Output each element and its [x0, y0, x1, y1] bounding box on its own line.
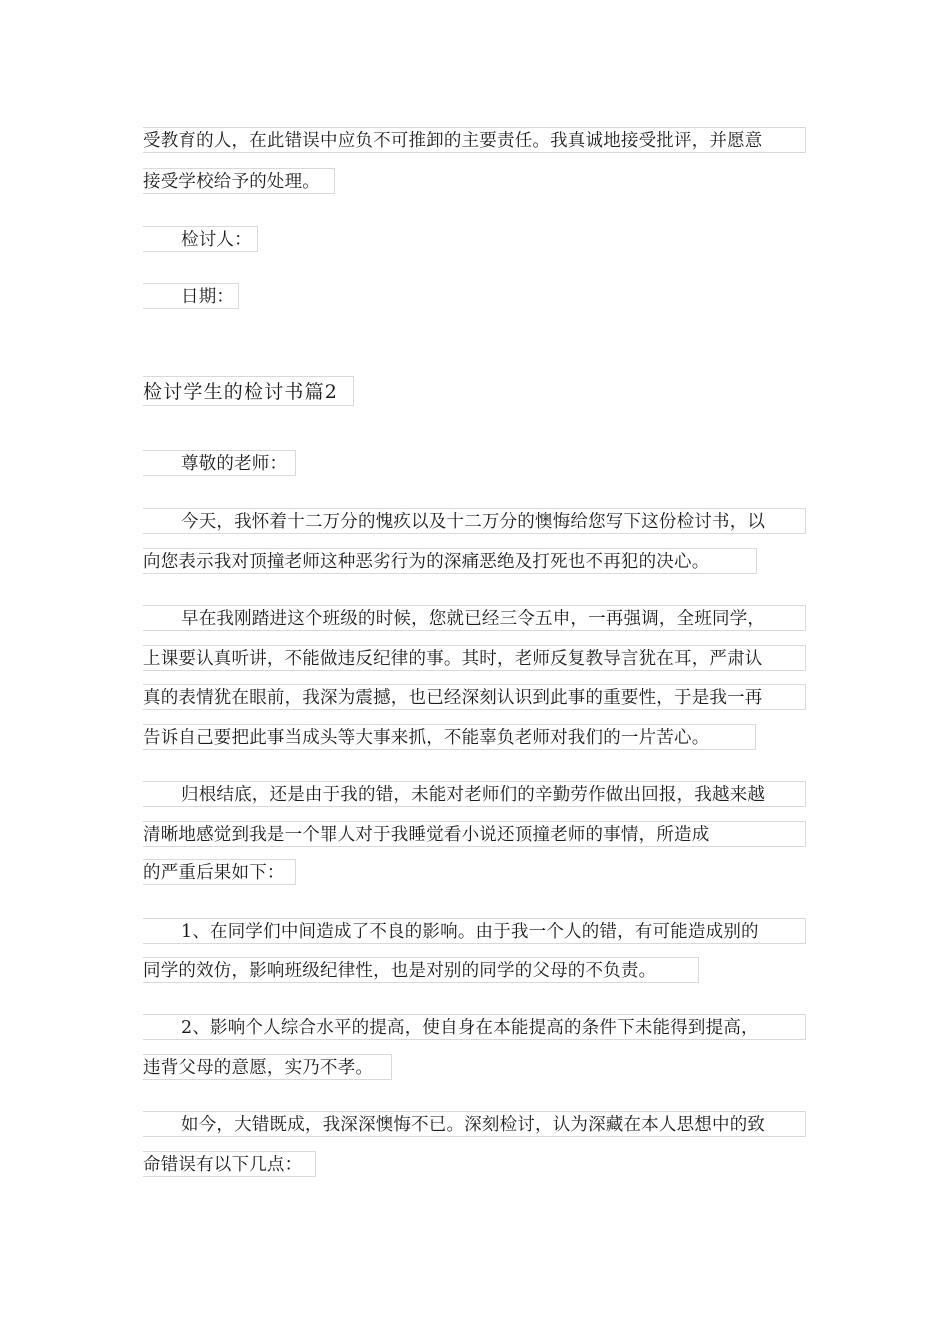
text-line: 接受学校给予的处理。 — [143, 168, 335, 194]
text-line: 如今，大错既成，我深深懊悔不已。深刻检讨，认为深藏在本人思想中的致 — [143, 1111, 806, 1137]
text-line: 告诉自己要把此事当成头等大事来抓，不能辜负老师对我们的一片苦心。 — [143, 724, 756, 750]
text-line: 的严重后果如下： — [143, 859, 296, 885]
text-line: 命错误有以下几点： — [143, 1151, 316, 1177]
text-line: 受教育的人，在此错误中应负不可推卸的主要责任。我真诚地接受批评，并愿意 — [143, 127, 806, 153]
list-item: 1、在同学们中间造成了不良的影响。由于我一个人的错，有可能造成别的 — [143, 918, 806, 944]
text-line: 违背父母的意愿，实乃不孝。 — [143, 1054, 392, 1080]
signature-label: 检讨人： — [143, 226, 258, 252]
text-line: 早在我刚踏进这个班级的时候，您就已经三令五申，一再强调，全班同学， — [143, 605, 806, 631]
list-item: 2、影响个人综合水平的提高，使自身在本能提高的条件下未能得到提高， — [143, 1014, 806, 1040]
text-line: 真的表情犹在眼前，我深为震撼，也已经深刻认识到此事的重要性，于是我一再 — [143, 684, 806, 710]
section-heading: 检讨学生的检讨书篇2 — [143, 376, 354, 406]
text-line: 上课要认真听讲，不能做违反纪律的事。其时，老师反复教导言犹在耳，严肃认 — [143, 645, 806, 671]
salutation: 尊敬的老师： — [143, 450, 296, 476]
text-line: 清晰地感觉到我是一个罪人对于我睡觉看小说还顶撞老师的事情，所造成 — [143, 821, 806, 847]
date-label: 日期： — [143, 283, 239, 309]
text-line: 同学的效仿，影响班级纪律性，也是对别的同学的父母的不负责。 — [143, 957, 699, 983]
text-line: 向您表示我对顶撞老师这种恶劣行为的深痛恶绝及打死也不再犯的决心。 — [143, 548, 757, 574]
text-line: 归根结底，还是由于我的错，未能对老师们的辛勤劳作做出回报，我越来越 — [143, 781, 806, 807]
text-line: 今天，我怀着十二万分的愧疚以及十二万分的懊悔给您写下这份检讨书，以 — [143, 508, 806, 534]
